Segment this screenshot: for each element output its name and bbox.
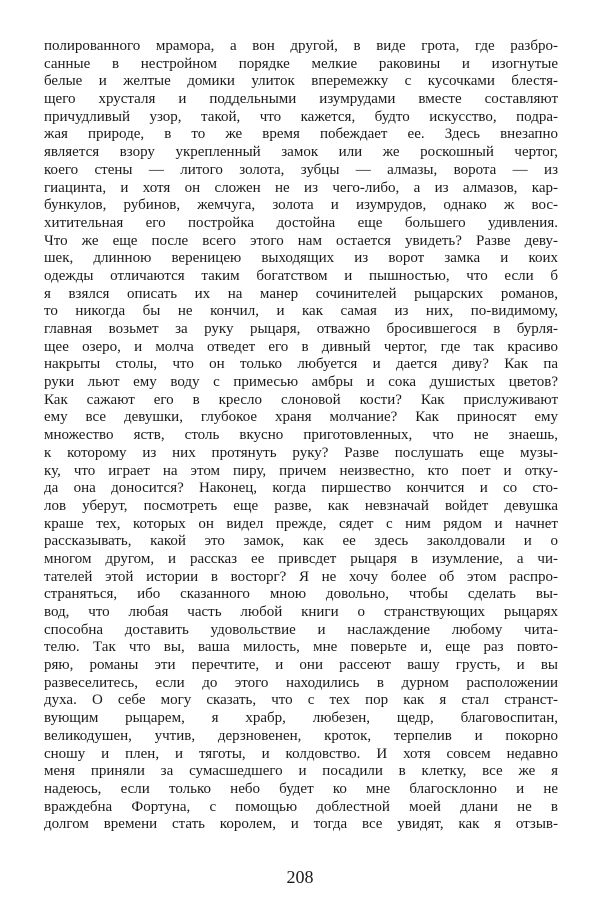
text-line: ку, что играет на этом пиру, причем неизвестно, кто поет и отку- <box>44 462 558 479</box>
text-line: ему все девушки, глубокое храня молчание? Как приносят ему <box>44 409 558 426</box>
text-line: да она доносится? Наконец, когда пиршество кончится и со сто- <box>44 480 558 497</box>
text-line: полированного мрамора, а вон другой, в виде грота, где разбро- <box>44 38 558 54</box>
text-line: шек, длинною вереницею выходящих из ворот замка и коих <box>44 250 558 267</box>
text-line: Как сажают его в кресло слоновой кости? Как прислуживают <box>44 391 558 408</box>
page-number: 208 <box>286 867 314 887</box>
text-line: тателей этой истории в восторг? Я не хочу более об этом распро- <box>44 568 558 585</box>
text-line: враждебна Фортуна, с помощью доблестной моей длани не в <box>44 798 558 815</box>
text-line: вод, что любая часть любой книги о странствующих рыцарях <box>44 604 558 620</box>
text-line: то никогда бы не кончил, и как самая из них, по-видимому, <box>44 303 558 320</box>
text-line: рассказывать, какой это замок, как ее здесь заколдовали и о <box>44 533 558 550</box>
text-line: меня приняли за сумасшедшего и посадили в клетку, все же я <box>44 763 558 780</box>
text-line: телю. Так что вы, ваша милость, мне поверьте и, еще раз повто- <box>44 639 558 656</box>
text-line: белые и желтые домики улиток вперемежку с кусочками блестя- <box>44 73 558 90</box>
text-line: вующим рыцарем, я храбр, любезен, щедр, благовоспитан, <box>44 710 558 727</box>
text-line: санные в нестройном порядке мелкие раковины и изогнутые <box>44 55 558 72</box>
text-line: страняться, ибо сказанного мною довольно, чтобы сделать вы- <box>44 586 558 603</box>
text-line: жая природе, в то же время побеждает ее. Здесь внезапно <box>44 126 558 143</box>
text-line: коего стены — литого золота, зубцы — алмазы, ворота — из <box>44 161 558 178</box>
text-line: бункулов, рубинов, жемчуга, золота и изумрудов, однако ж вос- <box>44 197 558 214</box>
text-line: хитительная его постройка достойна еще большего удивления. <box>44 214 558 231</box>
text-line: сношу и плен, и тяготы, и колдовство. И хотя совсем недавно <box>44 745 558 762</box>
text-line: к которому из них протянуть руку? Разве послушать еще музы- <box>44 444 558 461</box>
text-line: щего хрусталя и поддельными изумрудами вместе составляют <box>44 91 558 108</box>
text-line: главная возьмет за руку рыцаря, отважно бросившегося в бурля- <box>44 321 558 337</box>
text-line: ряю, романы эти перечтите, и они рассеют вашу грусть, и вы <box>44 657 558 674</box>
text-line: духа. О себе могу сказать, что с тех пор как я стал странст- <box>44 692 558 709</box>
text-line: великодушен, учтив, дерзновенен, кроток, терпелив и покорно <box>44 727 558 744</box>
text-line: гиацинта, и хотя он сложен не из чего-либо, а из алмазов, кар- <box>44 179 558 196</box>
text-line: многом другом, и рассказ ее привсдет рыцаря в изумление, а чи- <box>44 550 558 567</box>
text-line: одежды отличаются таким богатством и пышностью, что если б <box>44 267 558 284</box>
text-line: руки льют ему воду с примесью амбры и сока душистых цветов? <box>44 374 558 391</box>
text-line: надеюсь, если только небо будет ко мне благосклонно и не <box>44 780 558 797</box>
text-line: я взялся описать их на манер сочинителей рыцарских романов, <box>44 285 558 302</box>
text-line: Что же еще после всего этого нам остается увидеть? Разве деву- <box>44 232 558 249</box>
text-line: накрыты столы, что он только любуется и дается диву? Как па <box>44 356 558 373</box>
text-line: щее озеро, и молча отведет его в дивный чертог, где так красиво <box>44 338 558 355</box>
text-line: является взору укрепленный замок или же роскошный чертог, <box>44 144 558 161</box>
text-line: причудливый узор, такой, что кажется, будто искусство, подра- <box>44 108 558 125</box>
text-line: способна доставить удовольствие и наслаждение любому чита- <box>44 621 558 638</box>
text-line: долгом времени стать королем, и тогда все увидят, как я отзыв- <box>44 816 558 833</box>
text-line: развеселитесь, если до этого находились в дурном расположении <box>44 674 558 691</box>
text-line: лов уберут, посмотреть еще разве, как невзначай войдет девушка <box>44 497 558 514</box>
text-line: краше тех, которых он видел прежде, сядет с ним рядом и начнет <box>44 515 558 532</box>
text-line: множество яств, столь вкусно приготовленных, что не знаешь, <box>44 427 558 444</box>
body-text <box>44 38 558 834</box>
